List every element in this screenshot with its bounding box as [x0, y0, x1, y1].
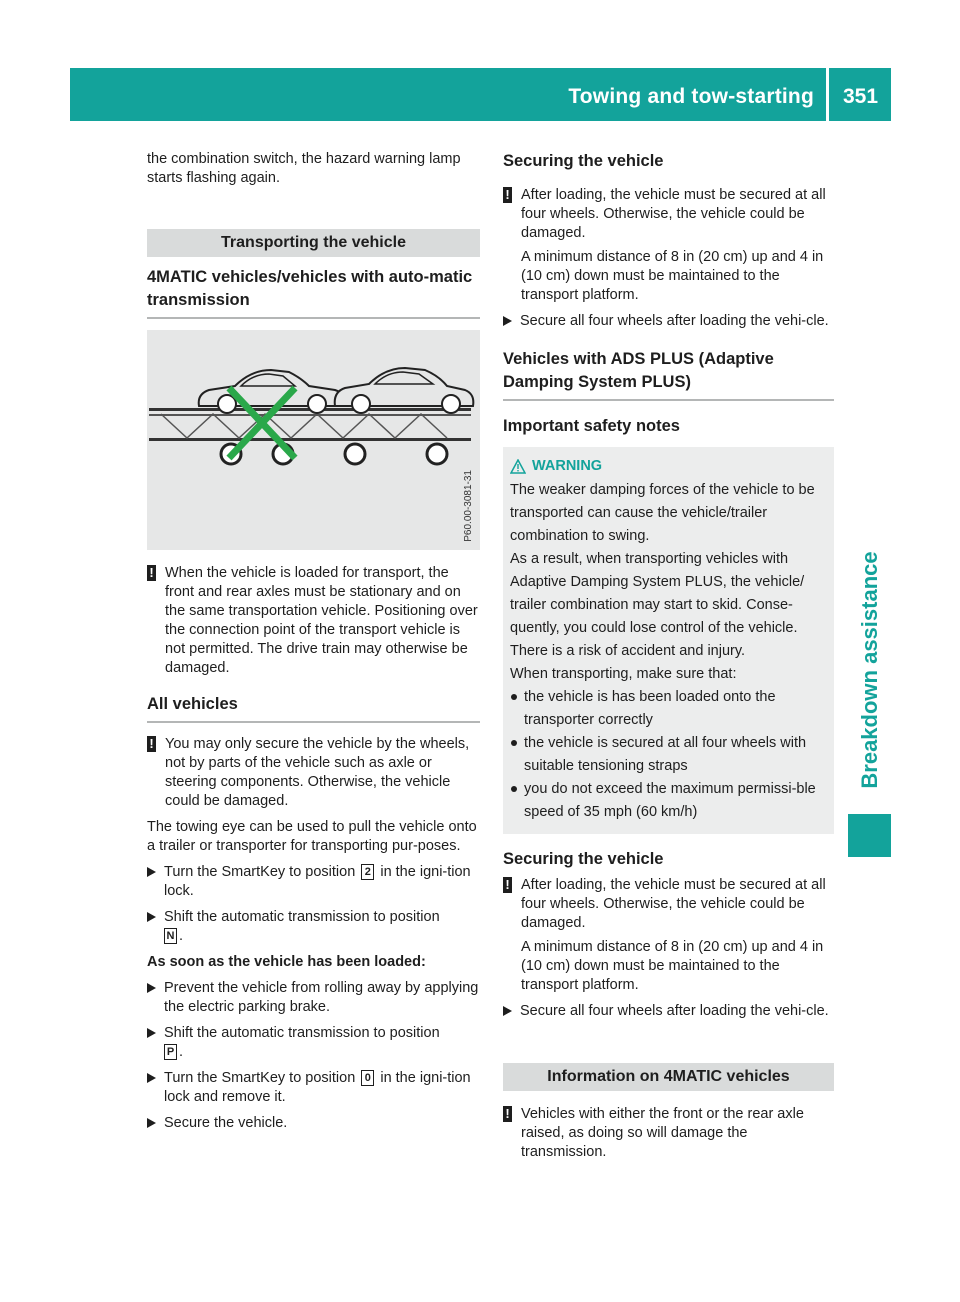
warning-para-1: The weaker damping forces of the vehicle to be transported can cause the vehicle/trailer combination to swing.	[510, 482, 815, 544]
key-symbol: 2	[361, 864, 374, 880]
warning-para-3: There is a risk of accident and injury.	[510, 643, 746, 659]
step-text: Secure the vehicle.	[164, 1115, 288, 1131]
chapter-marker	[848, 814, 891, 857]
ads-plus-heading: Vehicles with ADS PLUS (Adaptive Damping System PLUS)	[503, 348, 834, 401]
transporter-wheel-4	[427, 444, 447, 464]
warning-para-4: When transporting, make sure that:	[510, 666, 737, 682]
step-text: Shift the automatic transmission to position	[164, 909, 440, 925]
chapter-tab	[848, 550, 891, 790]
warning-label: WARNING	[532, 458, 603, 474]
exclamation-icon: !	[503, 1106, 512, 1122]
step-smartkey-2	[147, 863, 480, 901]
key-symbol: N	[164, 928, 177, 944]
step-parking-brake	[147, 979, 480, 1017]
key-symbol: 0	[361, 1070, 374, 1086]
warning-triangle-icon	[510, 459, 526, 474]
step-text: .	[179, 1044, 184, 1060]
note-secure-wheels-text: You may only secure the vehicle by the wheels, not by parts of the vehicle such as axle or steering components. Otherwise, the vehicle could be damaged.	[165, 736, 470, 809]
warning-bullet	[510, 686, 826, 732]
key-symbol: P	[164, 1044, 177, 1060]
transporter-wheel-3	[345, 444, 365, 464]
note-securing	[503, 186, 834, 305]
subheading-4matic: 4MATIC vehicles/vehicles with auto-matic transmission	[147, 266, 480, 319]
warning-para-2: As a result, when transporting vehicles with Adaptive Damping System PLUS, the vehicle/ trailer combination may start to skid. Conse-quently, you could lose control of the vehicle.	[510, 551, 805, 636]
arrow-right-icon	[147, 867, 156, 877]
note-secure-wheels	[147, 735, 480, 811]
bullet-dot-icon	[511, 740, 517, 746]
step-smartkey-0	[147, 1069, 480, 1107]
intro-text: the combination switch, the hazard warning lamp starts flashing again.	[147, 151, 461, 186]
car-right-wheel-front	[352, 395, 370, 413]
arrow-right-icon	[147, 1028, 156, 1038]
car-left-wheel-front	[218, 395, 236, 413]
step-shift-p	[147, 1024, 480, 1062]
warning-box	[503, 447, 834, 834]
step-text: .	[179, 928, 184, 944]
towing-eye-text: The towing eye can be used to pull the vehicle onto a trailer or transporter for transporting pur-poses.	[147, 819, 477, 854]
step-secure-wheels-2	[503, 1002, 834, 1021]
note-transport	[147, 564, 480, 678]
exclamation-icon: !	[147, 565, 156, 581]
arrow-right-icon	[147, 912, 156, 922]
warning-bullet	[510, 732, 826, 778]
step-text: Turn the SmartKey to position	[164, 864, 356, 880]
left-column	[147, 150, 480, 1133]
step-text: in the igni-tion lock and remove it.	[164, 1070, 471, 1105]
arrow-right-icon	[503, 316, 512, 326]
step-shift-n	[147, 908, 480, 946]
bullet-text: the vehicle is secured at all four wheels with suitable tensioning straps	[524, 735, 807, 774]
safety-notes-heading: Important safety notes	[503, 417, 680, 435]
bullet-dot-icon	[511, 694, 517, 700]
note-securing-text: After loading, the vehicle must be secured at all four wheels. Otherwise, the vehicle could be damaged.	[521, 187, 826, 241]
platform-truss	[161, 414, 447, 438]
arrow-right-icon	[503, 1006, 512, 1016]
transport-illustration	[147, 330, 480, 550]
note-securing2	[503, 876, 834, 995]
note-securing2-text: After loading, the vehicle must be secured at all four wheels. Otherwise, the vehicle could be damaged.	[521, 877, 826, 931]
note-4matic	[503, 1105, 834, 1162]
exclamation-icon: !	[147, 736, 156, 752]
bullet-text: you do not exceed the maximum permissi-ble speed of 35 mph (60 km/h)	[524, 781, 816, 820]
step-text: Secure all four wheels after loading the vehi-cle.	[520, 1003, 829, 1019]
car-right-wheel-rear	[442, 395, 460, 413]
securing2-heading: Securing the vehicle	[503, 850, 664, 868]
platform-bottom-rail	[149, 438, 471, 441]
transport-figure	[147, 330, 480, 550]
step-secure-wheels	[503, 312, 834, 331]
warning-header	[510, 457, 826, 476]
step-secure-vehicle	[147, 1114, 480, 1133]
note-securing2-distance: A minimum distance of 8 in (20 cm) up and 4 in (10 cm) down must be maintained to the transport platform.	[521, 939, 824, 993]
info-4matic-heading: Information on 4MATIC vehicles	[503, 1063, 834, 1091]
warning-bullet	[510, 778, 826, 824]
note-4matic-text: Vehicles with either the front or the rear axle raised, as doing so will damage the transmission.	[521, 1106, 804, 1160]
all-vehicles-heading: All vehicles	[147, 693, 480, 723]
arrow-right-icon	[147, 1073, 156, 1083]
car-left-wheel-rear	[308, 395, 326, 413]
right-column	[503, 150, 834, 1162]
exclamation-icon: !	[503, 187, 512, 203]
page-number: 351	[842, 85, 879, 108]
step-text: Secure all four wheels after loading the vehi-cle.	[520, 313, 829, 329]
bullet-text: the vehicle is has been loaded onto the transporter correctly	[524, 689, 776, 728]
bullet-dot-icon	[511, 786, 517, 792]
note-transport-text: When the vehicle is loaded for transport, the front and rear axles must be stationary and on the same transportation vehicle. Positioning over the connection point of the transport vehicle is not permitted. The drive train may otherwise be damaged.	[165, 565, 478, 676]
securing-heading: Securing the vehicle	[503, 152, 664, 170]
step-text: in the igni-tion lock.	[164, 864, 471, 899]
figure-id: P60.00-3081-31	[463, 470, 474, 542]
header-divider	[826, 68, 829, 121]
step-text: Shift the automatic transmission to position	[164, 1025, 440, 1041]
note-securing-distance: A minimum distance of 8 in (20 cm) up and 4 in (10 cm) down must be maintained to the transport platform.	[521, 249, 824, 303]
page-header	[70, 68, 891, 121]
arrow-right-icon	[147, 1118, 156, 1128]
arrow-right-icon	[147, 983, 156, 993]
step-text: Turn the SmartKey to position	[164, 1070, 356, 1086]
section-heading: Transporting the vehicle	[147, 229, 480, 257]
chapter-tab-label: Breakdown assistance	[856, 551, 882, 789]
exclamation-icon: !	[503, 877, 512, 893]
step-text: Prevent the vehicle from rolling away by applying the electric parking brake.	[164, 980, 479, 1015]
loaded-heading: As soon as the vehicle has been loaded:	[147, 954, 426, 970]
page-title: Towing and tow-starting	[568, 85, 814, 108]
